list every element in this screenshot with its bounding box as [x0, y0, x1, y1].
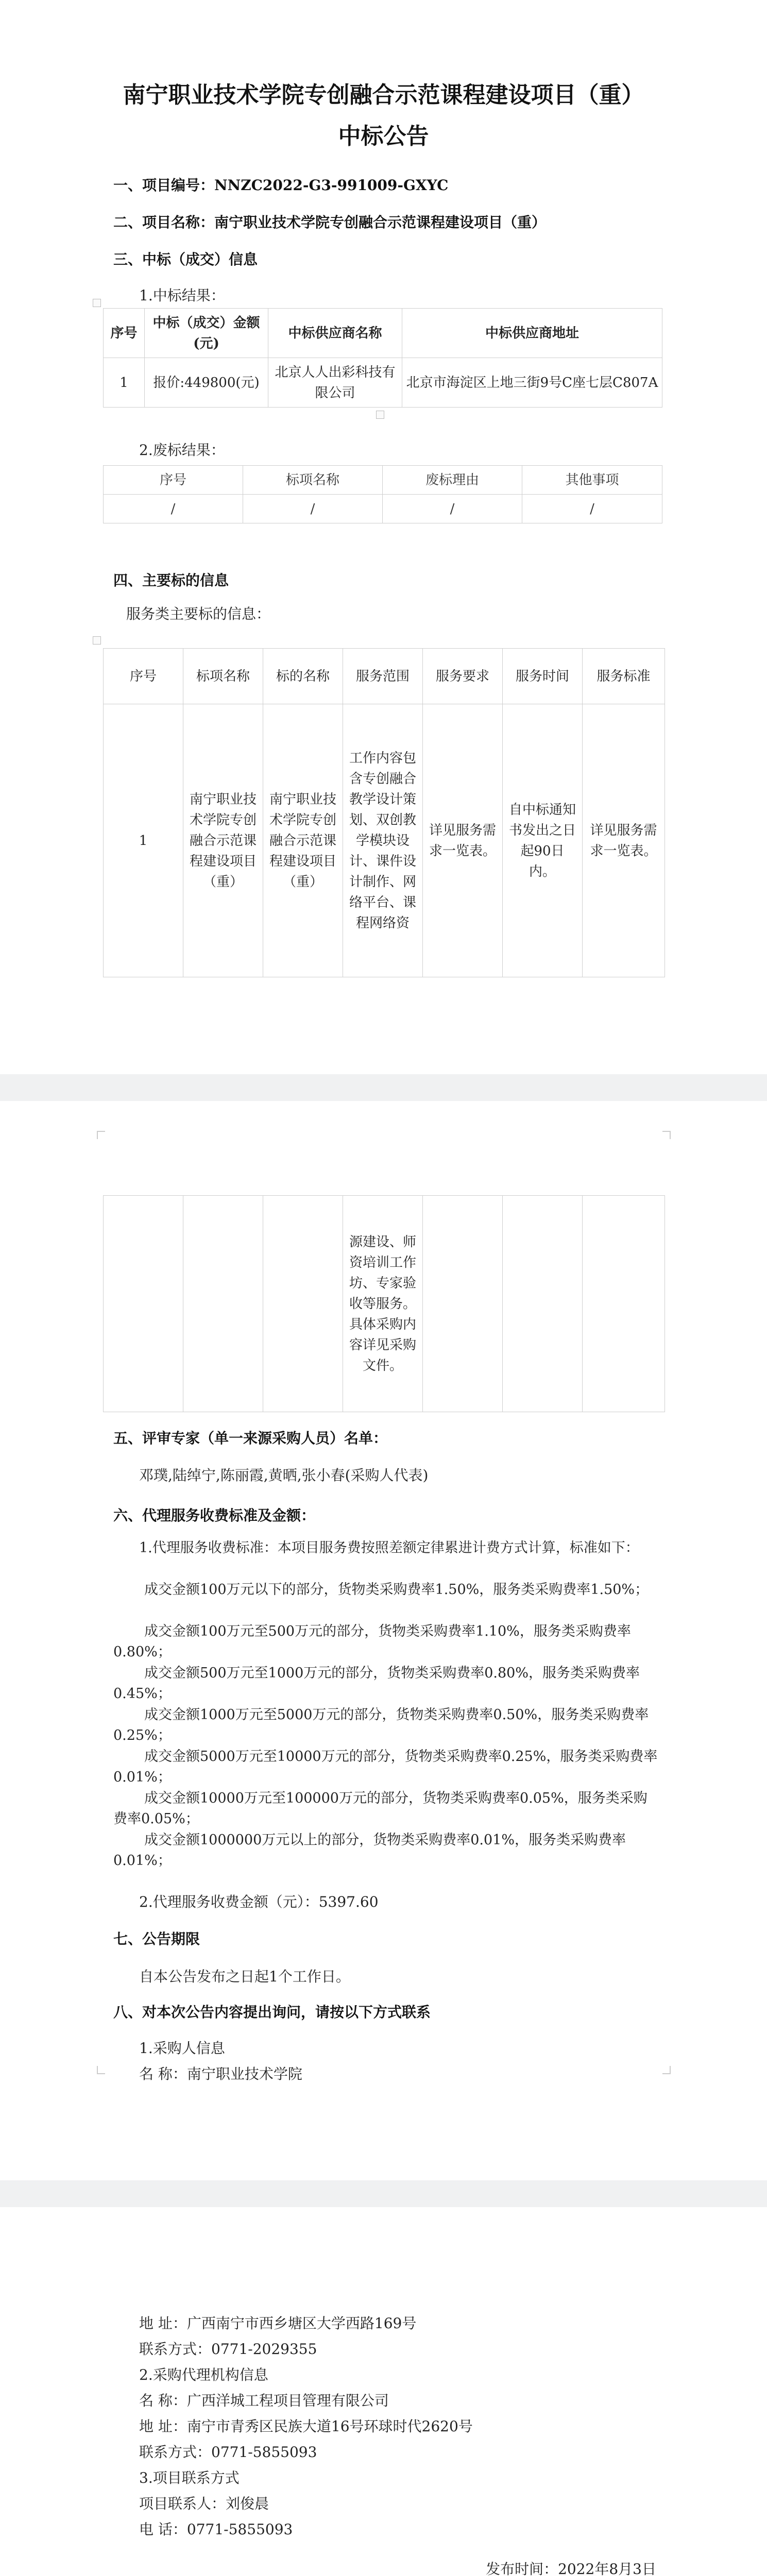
win-result-label: 1.中标结果： [139, 287, 225, 304]
main-header-subject-name: 标的名称 [263, 649, 343, 704]
main-scope: 工作内容包含专创融合教学设计策划、双创教学模块设计、课件设计制作、网络平台、课程网络资 [343, 704, 423, 977]
main-header-requirement: 服务要求 [423, 649, 503, 704]
waste-cell: / [522, 495, 662, 523]
main-requirement: 详见服务需求一览表。 [423, 704, 503, 977]
section-main-subject: 四、主要标的信息 [113, 572, 229, 589]
fee-tier: 成交金额10000万元至100000万元的部分，货物类采购费率0.05%，服务类采购费率0.05%； [113, 1790, 647, 1827]
win-no: 1 [104, 358, 145, 408]
service-label: 服务类主要标的信息： [126, 605, 271, 622]
win-amount: 报价:449800(元) [145, 358, 268, 408]
main-cell-empty [423, 1196, 503, 1412]
win-address: 北京市海淀区上地三街9号C座七层C807A [402, 358, 662, 408]
page-gap-1 [0, 1074, 767, 1101]
main-cell-empty [503, 1196, 583, 1412]
project-number: 一、项目编号：NNZC2022-G3-991009-GXYC [113, 177, 449, 194]
project-name: 二、项目名称：南宁职业技术学院专创融合示范课程建设项目（重） [113, 214, 547, 231]
section-experts: 五、评审专家（单一来源采购人员）名单： [113, 1430, 388, 1447]
waste-cell: / [104, 495, 243, 523]
fee-tier: 成交金额500万元至1000万元的部分，货物类采购费率0.80%，服务类采购费率0.45%； [113, 1665, 640, 1702]
waste-table [103, 465, 662, 523]
agency-address: 地 址：南宁市青秀区民族大道16号环球时代2620号 [139, 2418, 473, 2435]
page-gap-2 [0, 2180, 767, 2207]
main-header-scope: 服务范围 [343, 649, 423, 704]
experts-list: 邓璞,陆绰宁,陈丽霞,黄晒,张小春(采购人代表) [139, 1467, 429, 1484]
header-amount: 中标（成交）金额(元) [145, 309, 268, 358]
header-supplier: 中标供应商名称 [268, 309, 402, 358]
main-time: 自中标通知书发出之日起90日内。 [503, 704, 583, 977]
publish-time: 发布时间：2022年8月3日 [486, 2561, 656, 2576]
waste-header-other: 其他事项 [522, 466, 662, 495]
project-contact-title: 3.项目联系方式 [139, 2469, 240, 2486]
notice-period: 自本公告发布之日起1个工作日。 [139, 1968, 350, 1985]
main-header-no: 序号 [104, 649, 183, 704]
waste-cell: / [383, 495, 522, 523]
page-corner-mark [97, 1131, 105, 1139]
section-contact: 八、对本次公告内容提出询问，请按以下方式联系 [113, 2004, 431, 2021]
main-subject-name: 南宁职业技术学院专创融合示范课程建设项目（重） [263, 704, 343, 977]
fee-standard-intro: 1.代理服务收费标准：本项目服务费按照差额定律累进计费方式计算，标准如下： [139, 1540, 639, 1556]
page-corner-mark [97, 2066, 105, 2074]
page-subtitle: 中标公告 [338, 123, 429, 149]
main-cell-empty [263, 1196, 343, 1412]
waste-header-item: 标项名称 [243, 466, 383, 495]
main-table [103, 648, 665, 977]
header-address: 中标供应商地址 [402, 309, 662, 358]
table-move-handle[interactable] [93, 636, 101, 645]
page-corner-mark [662, 1131, 671, 1139]
section-fee: 六、代理服务收费标准及金额： [113, 1507, 316, 1524]
main-header-item-name: 标项名称 [183, 649, 263, 704]
buyer-phone: 联系方式：0771-2029355 [139, 2341, 317, 2358]
table-move-handle[interactable] [93, 299, 101, 307]
main-table-continued [103, 1195, 665, 1412]
main-cell-empty [183, 1196, 263, 1412]
buyer-title: 1.采购人信息 [139, 2040, 225, 2057]
main-scope-continued: 源建设、师资培训工作坊、专家验收等服务。具体采购内容详见采购文件。 [343, 1196, 423, 1412]
agency-name: 名 称：广西洋城工程项目管理有限公司 [139, 2392, 389, 2409]
header-no: 序号 [104, 309, 145, 358]
waste-header-no: 序号 [104, 466, 243, 495]
agency-phone: 联系方式：0771-5855093 [139, 2444, 317, 2461]
buyer-address: 地 址：广西南宁市西乡塘区大学西路169号 [139, 2315, 417, 2332]
fee-tier: 成交金额100万元以下的部分，货物类采购费率1.50%，服务类采购费率1.50%； [144, 1582, 649, 1598]
main-header-time: 服务时间 [503, 649, 583, 704]
waste-header-reason: 废标理由 [383, 466, 522, 495]
main-cell-empty [583, 1196, 665, 1412]
fee-amount: 2.代理服务收费金额（元）：5397.60 [139, 1893, 379, 1910]
main-no: 1 [104, 704, 183, 977]
project-contact-person: 项目联系人：刘俊晨 [139, 2495, 269, 2512]
main-cell-empty [104, 1196, 183, 1412]
table-resize-handle[interactable] [376, 411, 384, 419]
page-title: 南宁职业技术学院专创融合示范课程建设项目（重） [123, 82, 644, 108]
waste-result-label: 2.废标结果： [139, 442, 225, 459]
fee-tier: 成交金额5000万元至10000万元的部分，货物类采购费率0.25%，服务类采购费率0.01%； [113, 1749, 658, 1785]
page-corner-mark [662, 2066, 671, 2074]
section-notice-period: 七、公告期限 [113, 1930, 200, 1947]
main-item-name: 南宁职业技术学院专创融合示范课程建设项目（重） [183, 704, 263, 977]
fee-tier: 成交金额1000万元至5000万元的部分，货物类采购费率0.50%，服务类采购费率0.25%； [113, 1707, 649, 1743]
main-standard: 详见服务需求一览表。 [583, 704, 665, 977]
agency-title: 2.采购代理机构信息 [139, 2366, 268, 2383]
project-phone: 电 话：0771-5855093 [139, 2521, 293, 2538]
main-header-standard: 服务标准 [583, 649, 665, 704]
waste-cell: / [243, 495, 383, 523]
win-table [103, 308, 662, 408]
buyer-name: 名 称：南宁职业技术学院 [139, 2065, 302, 2082]
win-supplier: 北京人人出彩科技有限公司 [268, 358, 402, 408]
fee-tier: 成交金额1000000万元以上的部分，货物类采购费率0.01%，服务类采购费率0.01%； [113, 1832, 626, 1869]
section-win-info: 三、中标（成交）信息 [113, 251, 258, 268]
fee-tier: 成交金额100万元至500万元的部分，货物类采购费率1.10%，服务类采购费率0.80%； [113, 1623, 631, 1660]
